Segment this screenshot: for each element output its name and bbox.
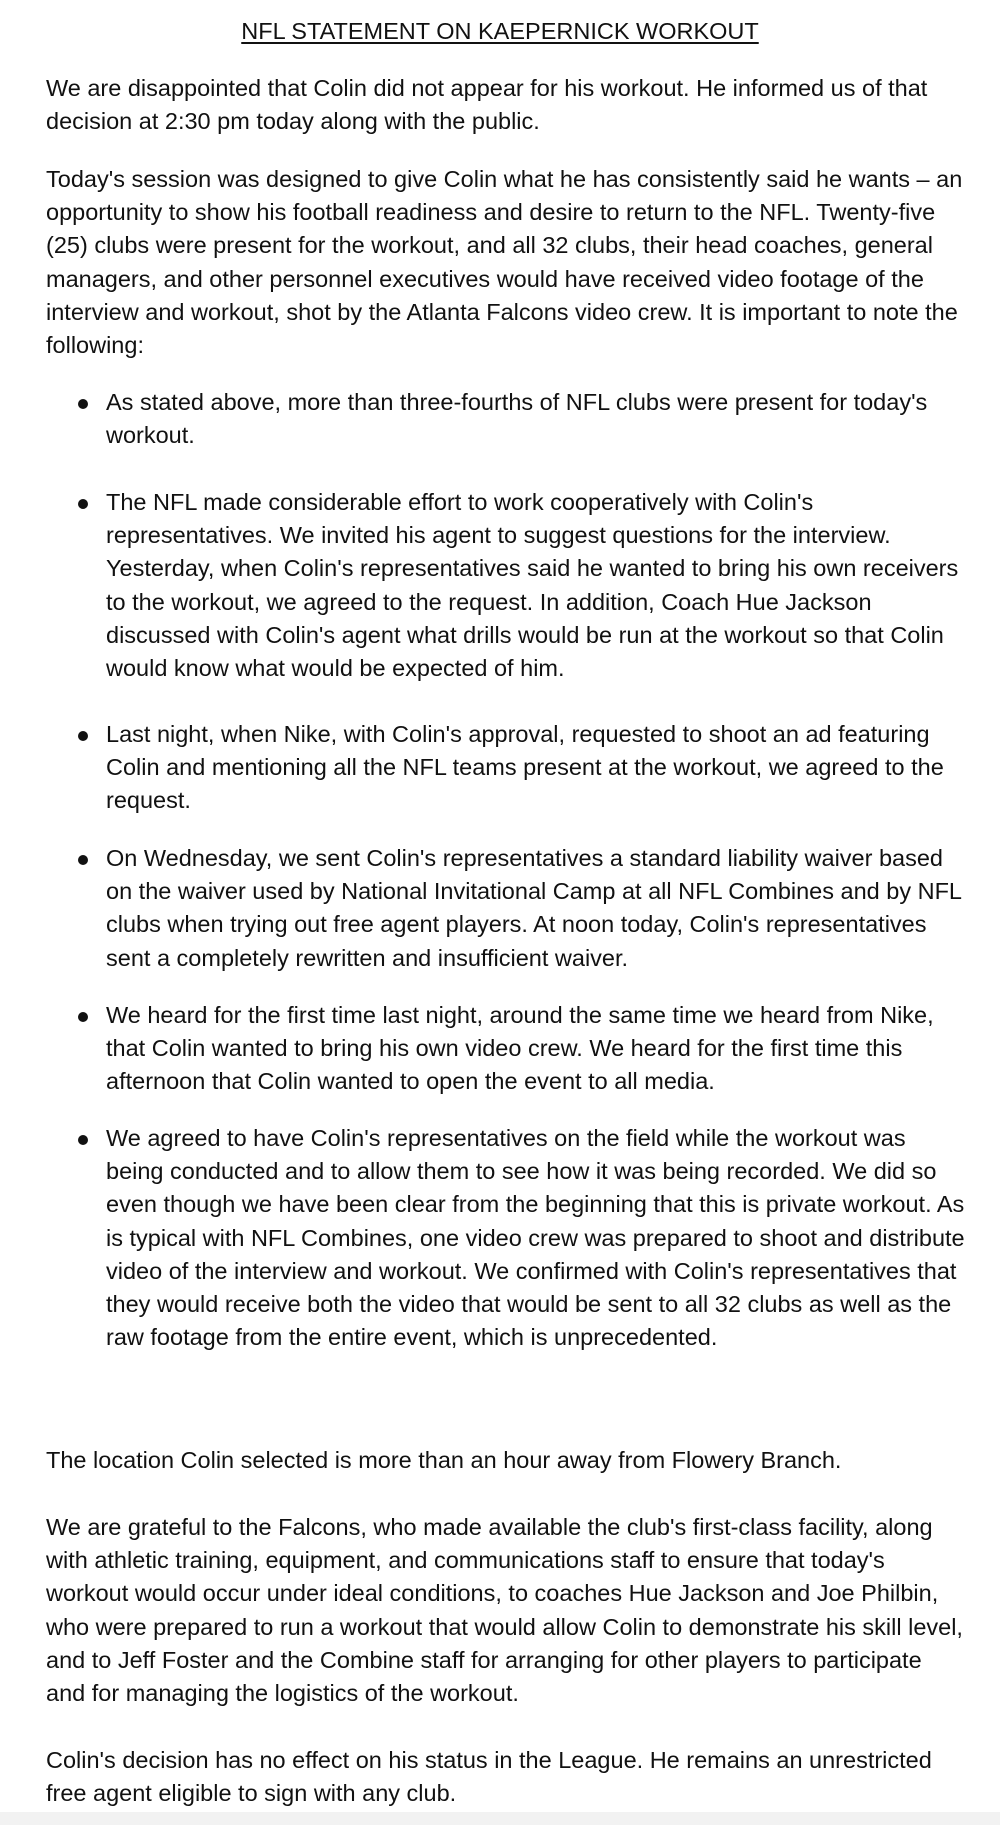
intro-paragraph-1: We are disappointed that Colin did not appear for his workout. He informed us of that decision at 2:30 pm today along with the public.: [46, 75, 928, 135]
bullet-dot-icon: [78, 1135, 88, 1145]
list-item-text: The NFL made considerable effort to work cooperatively with Colin's representatives. We invited his agent to suggest questions for the interview. Yesterday, when Colin's representatives said he wanted to bring his own receivers to the workout, we agreed to the request. In addition, Coach Hue Jackson discussed with Colin's agent what drills would be run at the workout so that Colin would know what would be expected of him.: [106, 489, 959, 682]
bullet-dot-icon: [78, 499, 88, 509]
bullet-dot-icon: [78, 1012, 88, 1022]
list-item-text: On Wednesday, we sent Colin's representatives a standard liability waiver based on the waiver used by National Invitational Camp at all NFL Combines and by NFL clubs when trying out free agent players. At noon today, Colin's representatives sent a completely rewritten and insufficient waiver.: [106, 845, 962, 971]
list-item-text: As stated above, more than three-fourths of NFL clubs were present for today's workout.: [106, 389, 928, 449]
intro-paragraph-2: Today's session was designed to give Colin what he has consistently said he wants – an opportunity to show his football readiness and desire to return to the NFL. Twenty-five (25) clubs were present for the workout, and all 32 clubs, their head coaches, general managers, and other personnel executives would have received video footage of the interview and workout, shot by the Atlanta Falcons video crew. It is important to note the following:: [46, 166, 963, 359]
list-item-text: Last night, when Nike, with Colin's approval, requested to shoot an ad featuring Colin and mentioning all the NFL teams present at the workout, we agreed to the request.: [106, 721, 944, 814]
list-item-text: We heard for the first time last night, around the same time we heard from Nike, that Colin wanted to bring his own video crew. We heard for the first time this afternoon that Colin wanted to open the event to all media.: [106, 1002, 934, 1095]
closing-paragraph-2: We are grateful to the Falcons, who made available the club's first-class facility, along with athletic training, equipment, and communications staff to ensure that today's workout would occur under ideal conditions, to coaches Hue Jackson and Joe Philbin, who were prepared to run a workout that would allow Colin to demonstrate his skill level, and to Jeff Foster and the Combine staff for arranging for other players to participate and for managing the logistics of the workout.: [46, 1514, 963, 1707]
statement-title: NFL STATEMENT ON KAEPERNICK WORKOUT: [241, 18, 759, 44]
bottom-edge-strip: [0, 1812, 1000, 1825]
closing-paragraph-3: Colin's decision has no effect on his status in the League. He remains an unrestricted free agent eligible to sign with any club.: [46, 1747, 932, 1807]
bullet-dot-icon: [78, 731, 88, 741]
closing-paragraph-1: The location Colin selected is more than an hour away from Flowery Branch.: [46, 1447, 842, 1473]
bullet-dot-icon: [78, 399, 88, 409]
bullet-dot-icon: [78, 855, 88, 865]
list-item-text: We agreed to have Colin's representatives on the field while the workout was being conducted and to allow them to see how it was being recorded. We did so even though we have been clear from the beginning that this is private workout. As is typical with NFL Combines, one video crew was prepared to shoot and distribute video of the interview and workout. We confirmed with Colin's representatives that they would receive both the video that would be sent to all 32 clubs as well as the raw footage from the entire event, which is unprecedented.: [106, 1125, 965, 1351]
